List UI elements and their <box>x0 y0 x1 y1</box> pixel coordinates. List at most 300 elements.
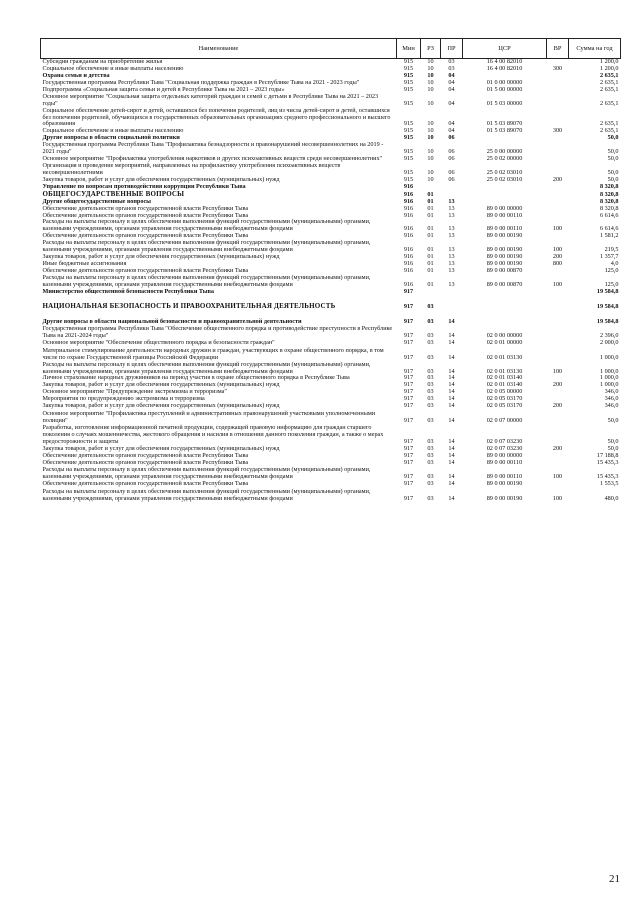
row-min: 915 <box>403 85 414 93</box>
row-min: 917 <box>403 417 414 425</box>
row-sum: 8 320,8 <box>599 204 619 212</box>
row-sum: 346,0 <box>604 395 619 403</box>
row-csr: 01 5 00 00000 <box>486 85 523 93</box>
row-vr <box>547 87 569 94</box>
row-pr: 03 <box>448 58 455 65</box>
row-pr: 14 <box>448 402 455 410</box>
row-sum: 1 357,7 <box>599 253 619 261</box>
row-min: 915 <box>403 71 414 79</box>
row-rz: 10 <box>427 78 434 86</box>
row-vr <box>547 326 569 340</box>
row-rz: 03 <box>427 317 434 325</box>
row-vr <box>547 184 569 191</box>
row-rz: 01 <box>427 280 434 288</box>
row-vr <box>547 389 569 396</box>
row-rz: 03 <box>427 381 434 389</box>
row-name: Обеспечение деятельности органов государственной власти Республики Тыва <box>42 451 249 459</box>
row-name: Закупка товаров, работ и услуг для обеспечения государственных (муниципальных) нужд <box>42 402 280 410</box>
row-name: Подпрограмма «Социальная защита семьи и детей в Республике Тыва на 2021 – 2023 годы» <box>42 85 285 93</box>
row-name: Закупка товаров, работ и услуг для обеспечения государственных (муниципальных) нужд <box>42 444 280 452</box>
row-name: Закупка товаров, работ и услуг для обеспечения государственных (муниципальных) нужд <box>42 175 280 183</box>
row-name: НАЦИОНАЛЬНАЯ БЕЗОПАСНОСТЬ И ПРАВООХРАНИТЕЛЬНАЯ ДЕЯТЕЛЬНОСТЬ <box>42 301 336 310</box>
row-vr <box>547 73 569 80</box>
row-sum: 17 188,8 <box>596 451 619 459</box>
row-rz: 01 <box>427 246 434 254</box>
row-rz: 03 <box>427 458 434 466</box>
row-csr: 02 0 05 00000 <box>486 388 523 396</box>
row-rz: 10 <box>427 127 434 135</box>
table-row <box>41 362 621 376</box>
row-rz: 10 <box>427 64 434 72</box>
row-name: Закупка товаров, работ и услуг для обеспечения государственных (муниципальных) нужд <box>42 253 280 261</box>
row-pr: 14 <box>448 417 455 425</box>
row-min: 915 <box>403 155 414 163</box>
row-vr: 200 <box>552 175 563 183</box>
row-sum: 2 000,0 <box>599 338 619 346</box>
row-name: Расходы на выплаты персоналу в целях обеспечения выполнения функций государственными (муниципальными) органами, казенными учреждениями, органами управления государственными внебюджетными фондами <box>42 273 371 288</box>
table-row <box>41 467 621 481</box>
row-name: Государственная программа Республики Тыва "Обеспечение общественного порядка и противодействие преступности в Республике Тыва на 2021-2024 годы" <box>42 324 393 339</box>
row-vr: 200 <box>552 381 563 389</box>
row-rz: 10 <box>427 175 434 183</box>
row-pr: 04 <box>448 85 455 93</box>
row-vr: 300 <box>552 64 563 72</box>
row-vr <box>547 410 569 425</box>
row-name: Основное мероприятие "Социальная защита отдельных категорий граждан и семей с детьми в Республике Тыва на 2021 – 2023 годы" <box>42 92 379 107</box>
row-sum: 2 635,1 <box>599 120 619 128</box>
row-csr: 25 0 00 00000 <box>486 148 523 156</box>
row-rz <box>421 289 441 296</box>
row-name: Организация и проведение мероприятий, направленных на профилактику употребления психоактивных веществ несовершеннолетними <box>42 162 341 176</box>
row-pr: 14 <box>448 494 455 502</box>
row-min: 916 <box>403 182 414 190</box>
row-pr: 04 <box>448 99 455 107</box>
row-sum: 1 000,0 <box>599 367 619 375</box>
row-min: 915 <box>403 175 414 183</box>
table-row <box>41 240 621 254</box>
row-pr: 06 <box>448 148 455 156</box>
row-csr: 02 0 01 00000 <box>486 338 523 346</box>
row-vr: 100 <box>552 472 563 480</box>
row-sum: 1 200,0 <box>599 58 619 65</box>
table-row <box>41 254 621 261</box>
row-min: 917 <box>403 302 414 310</box>
row-csr <box>463 311 547 326</box>
row-vr <box>547 199 569 206</box>
row-csr: 01 5 03 00000 <box>486 99 523 107</box>
row-sum: 19 584,8 <box>596 287 619 295</box>
row-sum: 2 635,1 <box>599 85 619 93</box>
row-pr: 06 <box>448 155 455 163</box>
row-vr: 800 <box>552 260 563 268</box>
row-pr: 14 <box>448 438 455 446</box>
row-csr: 25 0 02 00000 <box>486 155 523 163</box>
row-rz: 01 <box>427 225 434 233</box>
row-sum: 19 584,8 <box>596 302 619 310</box>
row-rz: 03 <box>427 367 434 375</box>
row-sum: 50,0 <box>607 155 619 163</box>
row-vr <box>547 191 569 199</box>
table-row <box>41 326 621 340</box>
row-min: 916 <box>403 232 414 240</box>
table-row <box>41 340 621 347</box>
row-min: 917 <box>403 438 414 446</box>
row-rz: 03 <box>427 417 434 425</box>
row-name: Обеспечение деятельности органов государственной власти Республики Тыва <box>42 458 249 466</box>
table-row <box>41 163 621 177</box>
row-rz: 03 <box>427 395 434 403</box>
row-vr: 100 <box>552 367 563 375</box>
row-min: 917 <box>403 381 414 389</box>
row-vr: 100 <box>552 246 563 254</box>
row-sum: 6 614,6 <box>599 225 619 233</box>
row-rz: 10 <box>427 71 434 79</box>
row-rz: 10 <box>427 58 434 65</box>
header-min: Мин <box>397 39 421 59</box>
row-sum: 19 584,8 <box>596 317 619 325</box>
row-vr <box>547 94 569 108</box>
row-sum: 50,0 <box>607 134 619 142</box>
row-min: 915 <box>403 99 414 107</box>
row-csr: 89 0 00 00190 <box>486 246 523 254</box>
row-min: 916 <box>403 225 414 233</box>
row-sum: 15 435,3 <box>596 458 619 466</box>
table-row <box>41 275 621 289</box>
row-rz: 01 <box>427 232 434 240</box>
row-sum: 8 320,8 <box>599 190 619 198</box>
row-csr: 89 0 00 00190 <box>486 494 523 502</box>
row-rz: 01 <box>427 260 434 268</box>
row-sum: 8 320,8 <box>599 197 619 205</box>
row-pr: 06 <box>448 175 455 183</box>
row-name: Основное мероприятие "Обеспечение общественного порядка и безопасности граждан" <box>42 338 275 346</box>
row-vr <box>547 311 569 326</box>
row-csr: 89 0 00 00110 <box>486 211 523 219</box>
row-sum: 1 000,0 <box>599 353 619 361</box>
row-min: 917 <box>403 331 414 339</box>
row-min: 916 <box>403 197 414 205</box>
row-pr: 13 <box>448 197 455 205</box>
header-csr: ЦСР <box>463 39 547 59</box>
row-name: Закупка товаров, работ и услуг для обеспечения государственных (муниципальных) нужд <box>42 381 280 389</box>
row-sum: 4,0 <box>610 260 619 268</box>
row-min: 917 <box>403 353 414 361</box>
table-row <box>41 481 621 488</box>
row-rz: 03 <box>427 479 434 487</box>
row-pr: 14 <box>448 479 455 487</box>
row-min: 916 <box>403 260 414 268</box>
row-pr: 13 <box>448 260 455 268</box>
row-sum: 125,0 <box>604 267 619 275</box>
row-sum: 50,0 <box>607 148 619 156</box>
header-sum: Сумма на год <box>569 39 621 59</box>
table-row <box>41 289 621 296</box>
row-csr: 89 0 00 00870 <box>486 267 523 275</box>
row-name: Расходы на выплаты персоналу в целях обеспечения выполнения функций государственными (муниципальными) органами, казенными учреждениями, органами управления государственными внебюджетными фондами <box>42 487 371 502</box>
table-row <box>41 219 621 233</box>
row-vr <box>547 347 569 362</box>
row-name: ОБЩЕГОСУДАРСТВЕННЫЕ ВОПРОСЫ <box>42 189 185 198</box>
row-pr: 14 <box>448 367 455 375</box>
header-pr: ПР <box>441 39 463 59</box>
table-row <box>41 94 621 108</box>
row-pr: 14 <box>448 381 455 389</box>
row-csr: 02 0 01 03130 <box>486 367 523 375</box>
row-min: 917 <box>403 494 414 502</box>
table-row <box>41 142 621 156</box>
row-sum: 346,0 <box>604 388 619 396</box>
row-min: 916 <box>403 204 414 212</box>
row-min: 917 <box>403 317 414 325</box>
row-csr: 16 4 00 82010 <box>486 64 523 72</box>
row-min: 917 <box>403 338 414 346</box>
row-min: 917 <box>403 458 414 466</box>
row-csr: 16 4 00 82010 <box>486 58 523 65</box>
row-pr: 14 <box>448 353 455 361</box>
table-row <box>41 311 621 326</box>
page-number: 21 <box>609 873 620 885</box>
row-sum: 2 635,1 <box>599 78 619 86</box>
row-name: Обеспечение деятельности органов государственной власти Республики Тыва <box>42 267 249 275</box>
row-rz: 03 <box>427 331 434 339</box>
row-pr <box>441 289 463 296</box>
row-vr: 300 <box>552 127 563 135</box>
row-min: 915 <box>403 78 414 86</box>
row-name: Расходы на выплаты персоналу в целях обеспечения выполнения функций государственными (муниципальными) органами, казенными учреждениями, органами управления государственными внебюджетными фондами <box>42 465 371 480</box>
row-vr <box>547 268 569 275</box>
row-vr: 200 <box>552 402 563 410</box>
row-name: Основное мероприятие "Предупреждение экстремизма и терроризма" <box>42 388 227 396</box>
header-name: Наименование <box>41 39 397 59</box>
row-min: 916 <box>403 253 414 261</box>
row-sum: 1 000,0 <box>599 381 619 389</box>
row-name: Материальное стимулирование деятельности народных дружин и граждан, участвующих в охране общественного порядка, в том числе по охране Государственной границы Российской Федерации <box>42 346 384 361</box>
row-pr: 04 <box>448 127 455 135</box>
table-body <box>41 59 621 503</box>
row-csr: 89 0 00 00190 <box>486 253 523 261</box>
table-row <box>41 403 621 410</box>
row-csr: 01 0 00 00000 <box>486 78 523 86</box>
row-vr <box>547 453 569 460</box>
row-csr <box>463 191 547 199</box>
row-pr: 14 <box>448 472 455 480</box>
row-sum: 50,0 <box>607 175 619 183</box>
row-rz: 01 <box>427 190 434 198</box>
row-sum: 346,0 <box>604 402 619 410</box>
row-csr: 89 0 00 00190 <box>486 260 523 268</box>
row-csr: 89 0 00 00190 <box>486 479 523 487</box>
row-vr <box>547 80 569 87</box>
row-pr: 14 <box>448 317 455 325</box>
row-rz <box>421 184 441 191</box>
row-rz: 01 <box>427 267 434 275</box>
row-min: 917 <box>403 367 414 375</box>
row-name: Основное мероприятие "Профилактика употребления наркотиков и других психоактивных веществ среди несовершеннолетних" <box>42 155 383 163</box>
row-min: 917 <box>403 451 414 459</box>
row-min: 915 <box>403 169 414 176</box>
row-rz: 03 <box>427 338 434 346</box>
row-pr: 14 <box>448 444 455 452</box>
row-vr: 200 <box>552 253 563 261</box>
row-csr: 89 0 00 00870 <box>486 280 523 288</box>
row-min: 915 <box>403 120 414 128</box>
row-name: Обеспечение деятельности органов государственной власти Республики Тыва <box>42 211 249 219</box>
row-vr <box>547 425 569 446</box>
row-name: Другие вопросы в области социальной политики <box>42 134 180 142</box>
row-pr: 14 <box>448 451 455 459</box>
row-min: 917 <box>403 287 414 295</box>
row-csr <box>463 289 547 296</box>
row-rz: 10 <box>427 148 434 156</box>
row-vr <box>547 163 569 177</box>
row-rz: 10 <box>427 99 434 107</box>
row-csr: 02 0 05 03170 <box>486 402 523 410</box>
table-row <box>41 488 621 503</box>
row-name: Мероприятия по предупреждению экстремизма и терроризма <box>42 395 205 403</box>
row-pr: 13 <box>448 232 455 240</box>
row-name: Обеспечение деятельности органов государственной власти Республики Тыва <box>42 204 249 212</box>
row-sum: 125,0 <box>604 280 619 288</box>
row-pr: 06 <box>448 169 455 176</box>
row-csr: 02 0 00 00000 <box>486 331 523 339</box>
row-sum: 1 000,0 <box>599 374 619 382</box>
row-pr: 14 <box>448 395 455 403</box>
row-sum: 50,0 <box>607 444 619 452</box>
row-min: 915 <box>403 64 414 72</box>
row-name: Социальное обеспечение детей-сирот и детей, оставшихся без попечения родителей, лиц из числа детей-сирот и детей, оставшихся без попечения родителей, обучающихся в государственных образовательных организациях среднего профессионального и высшего образования <box>42 106 391 128</box>
row-vr <box>547 460 569 467</box>
row-vr <box>547 135 569 142</box>
row-name: Разработка, изготовление информационной печатной продукции, содержащей правовую информацию для граждан старшего поколения о случаях мошенничества, жестокого обращения и насилия в отношении данного поколения граждан, а также о мерах предосторожности и защиты <box>42 424 384 446</box>
row-rz: 03 <box>427 472 434 480</box>
row-vr <box>547 156 569 163</box>
row-pr: 13 <box>448 246 455 254</box>
row-csr <box>463 184 547 191</box>
row-vr: 100 <box>552 225 563 233</box>
row-vr <box>547 206 569 213</box>
row-min: 917 <box>403 388 414 396</box>
row-csr: 01 5 03 89070 <box>486 120 523 128</box>
table-row <box>41 347 621 362</box>
row-min: 916 <box>403 211 414 219</box>
row-rz: 03 <box>427 374 434 382</box>
row-min: 917 <box>403 444 414 452</box>
table-row <box>41 296 621 311</box>
row-pr: 14 <box>448 374 455 382</box>
row-pr: 14 <box>448 331 455 339</box>
row-rz: 03 <box>427 451 434 459</box>
row-csr: 89 0 00 00110 <box>486 225 523 233</box>
row-name: Обеспечение деятельности органов государственной власти Республики Тыва <box>42 232 249 240</box>
row-name: Управление по вопросам противодействия коррупции Республики Тыва <box>42 182 246 190</box>
row-csr: 02 0 07 03230 <box>486 438 523 446</box>
row-vr <box>547 289 569 296</box>
row-pr: 13 <box>448 267 455 275</box>
row-pr: 14 <box>448 388 455 396</box>
row-pr: 04 <box>448 71 455 79</box>
row-min: 917 <box>403 472 414 480</box>
row-rz: 10 <box>427 85 434 93</box>
table-row <box>41 66 621 73</box>
row-rz: 03 <box>427 388 434 396</box>
row-sum: 50,0 <box>607 438 619 446</box>
row-name: Государственная программа Республики Тыва "Социальная поддержка граждан в Республике Тыва на 2021 - 2023 годы" <box>42 78 360 86</box>
row-sum: 6 614,6 <box>599 211 619 219</box>
row-csr: 02 0 07 00000 <box>486 417 523 425</box>
row-rz: 10 <box>427 134 434 142</box>
row-pr: 13 <box>448 253 455 261</box>
row-sum: 8 320,8 <box>599 182 619 190</box>
row-pr: 03 <box>448 64 455 72</box>
row-min: 917 <box>403 374 414 382</box>
row-csr: 02 0 01 03130 <box>486 353 523 361</box>
row-sum: 1 553,5 <box>599 479 619 487</box>
row-min: 915 <box>403 134 414 142</box>
row-rz: 10 <box>427 120 434 128</box>
row-sum: 50,0 <box>607 417 619 425</box>
row-vr: 100 <box>552 494 563 502</box>
row-csr: 25 0 02 03010 <box>486 175 523 183</box>
row-name: Охрана семьи и детства <box>42 71 110 79</box>
row-csr: 89 0 00 00110 <box>486 458 523 466</box>
row-pr: 13 <box>448 211 455 219</box>
row-vr: 200 <box>552 444 563 452</box>
row-name: Иные бюджетные ассигнования <box>42 260 127 268</box>
row-rz: 03 <box>427 302 434 310</box>
row-csr: 02 0 07 03230 <box>486 444 523 452</box>
row-sum: 219,5 <box>604 246 619 254</box>
row-name: Расходы на выплаты персоналу в целях обеспечения выполнения функций государственными (муниципальными) органами, казенными учреждениями, органами управления государственными внебюджетными фондами <box>42 239 371 254</box>
row-min: 917 <box>403 479 414 487</box>
row-rz: 03 <box>427 402 434 410</box>
row-min: 915 <box>403 127 414 135</box>
row-rz: 10 <box>427 155 434 163</box>
row-pr: 04 <box>448 78 455 86</box>
row-pr: 14 <box>448 338 455 346</box>
row-csr: 89 0 00 00190 <box>486 232 523 240</box>
row-csr: 02 0 01 03140 <box>486 374 523 382</box>
row-sum: 1 200,0 <box>599 64 619 72</box>
table-row <box>41 425 621 446</box>
row-sum: 2 396,0 <box>599 331 619 339</box>
row-vr <box>547 233 569 240</box>
row-pr: 14 <box>448 458 455 466</box>
row-rz: 03 <box>427 444 434 452</box>
row-name: Социальное обеспечение и иные выплаты населению <box>42 64 184 72</box>
row-min: 915 <box>403 148 414 156</box>
row-vr <box>547 296 569 311</box>
row-sum: 2 635,1 <box>599 99 619 107</box>
row-csr: 01 5 03 89070 <box>486 127 523 135</box>
row-name: Другие общегосударственные вопросы <box>42 197 152 205</box>
row-min: 916 <box>403 190 414 198</box>
row-name: Министерство общественной безопасности Республики Тыва <box>42 287 215 295</box>
row-name: Обеспечение деятельности органов государственной власти Республики Тыва <box>42 479 249 487</box>
row-pr: 13 <box>448 225 455 233</box>
row-sum: 2 635,1 <box>599 71 619 79</box>
row-rz: 01 <box>427 211 434 219</box>
row-rz: 03 <box>427 494 434 502</box>
row-csr <box>463 296 547 311</box>
row-csr: 89 0 00 00000 <box>486 204 523 212</box>
row-csr <box>463 135 547 142</box>
row-name: Субсидии гражданам на приобретение жилья <box>42 58 163 65</box>
row-vr <box>547 481 569 488</box>
row-csr: 89 0 00 00000 <box>486 451 523 459</box>
row-sum: 480,0 <box>604 494 619 502</box>
row-csr: 25 0 02 03010 <box>486 169 523 176</box>
row-pr: 13 <box>448 204 455 212</box>
